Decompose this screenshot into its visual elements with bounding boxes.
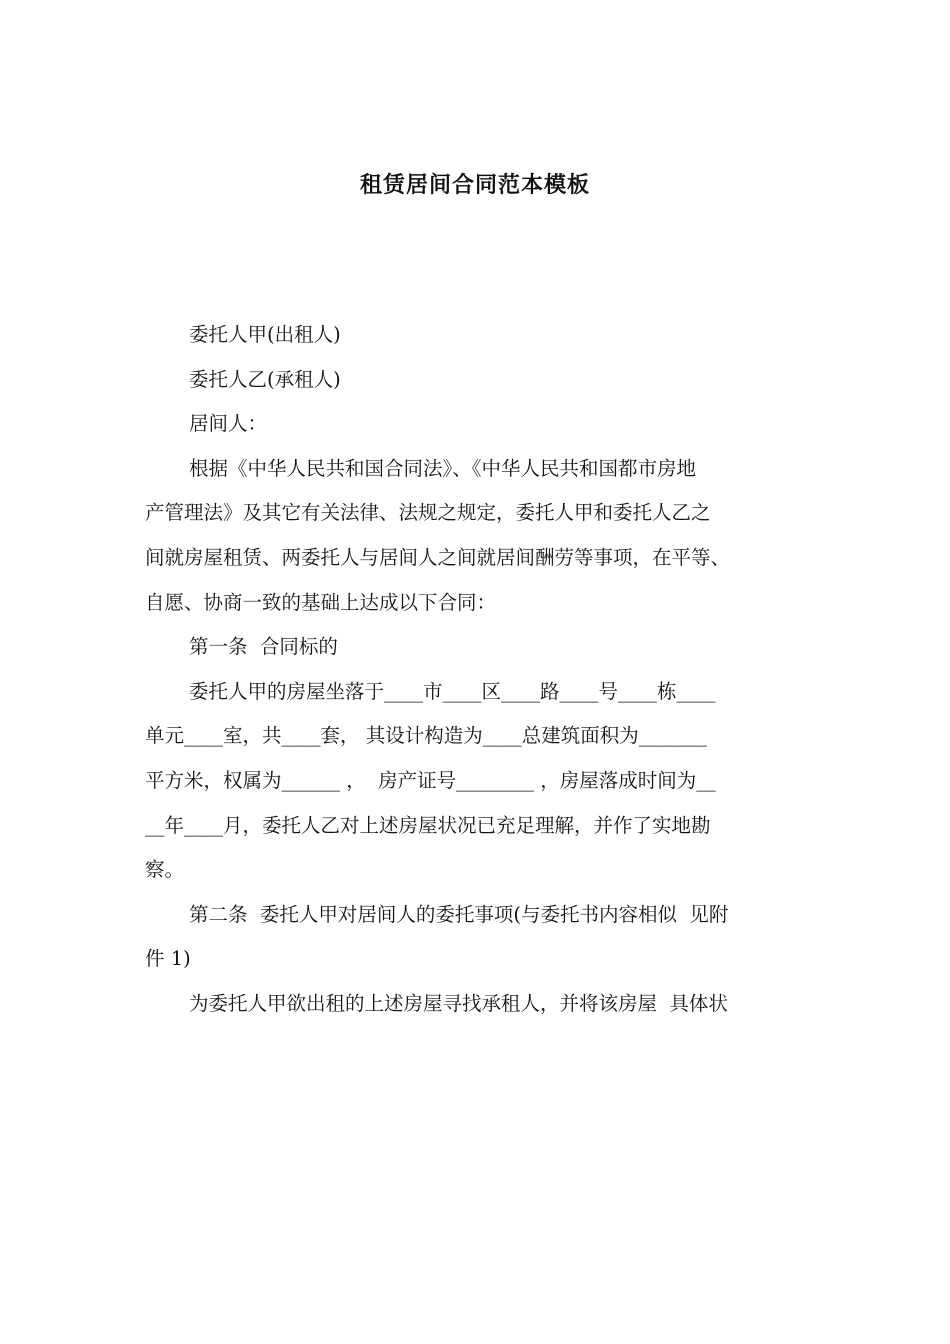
document-body — [145, 313, 813, 1027]
text-line: 单元____室，共____套， 其设计构造为____总建筑面积为_______ — [145, 724, 707, 748]
text-line: 为委托人甲欲出租的上述房屋寻找承租人，并将该房屋 具体状 — [189, 991, 728, 1015]
text-line: 产管理法》及其它有关法律、法规之规定，委托人甲和委托人乙之 — [145, 501, 711, 525]
text-line: 件 1) — [145, 947, 191, 971]
section-heading: 第二条 委托人甲对居间人的委托事项(与委托书内容相似 见附 — [189, 902, 729, 926]
text-line: __年____月，委托人乙对上述房屋状况已充足理解，并作了实地勘 — [145, 813, 711, 837]
text-line: 平方米，权属为______ ， 房产证号________ ，房屋落成时间为__ — [145, 768, 716, 792]
section-heading: 第一条 合同标的 — [189, 635, 338, 659]
text-line: 根据《中华人民共和国合同法》、《中华人民共和国都市房地 — [189, 456, 697, 480]
text-line: 委托人乙(承租人) — [189, 367, 341, 391]
document-title: 租赁居间合同范本模板 — [359, 173, 590, 198]
text-line: 间就房屋租赁、两委托人与居间人之间就居间酬劳等事项，在平等、 — [145, 545, 731, 569]
text-line: 自愿、协商一致的基础上达成以下合同： — [145, 590, 497, 614]
text-line: 察。 — [145, 858, 185, 882]
text-line: 委托人甲(出租人) — [189, 323, 341, 346]
text-line: 委托人甲的房屋坐落于____市____区____路____号____栋____ — [189, 679, 716, 703]
text-line: 居间人： — [189, 412, 268, 436]
